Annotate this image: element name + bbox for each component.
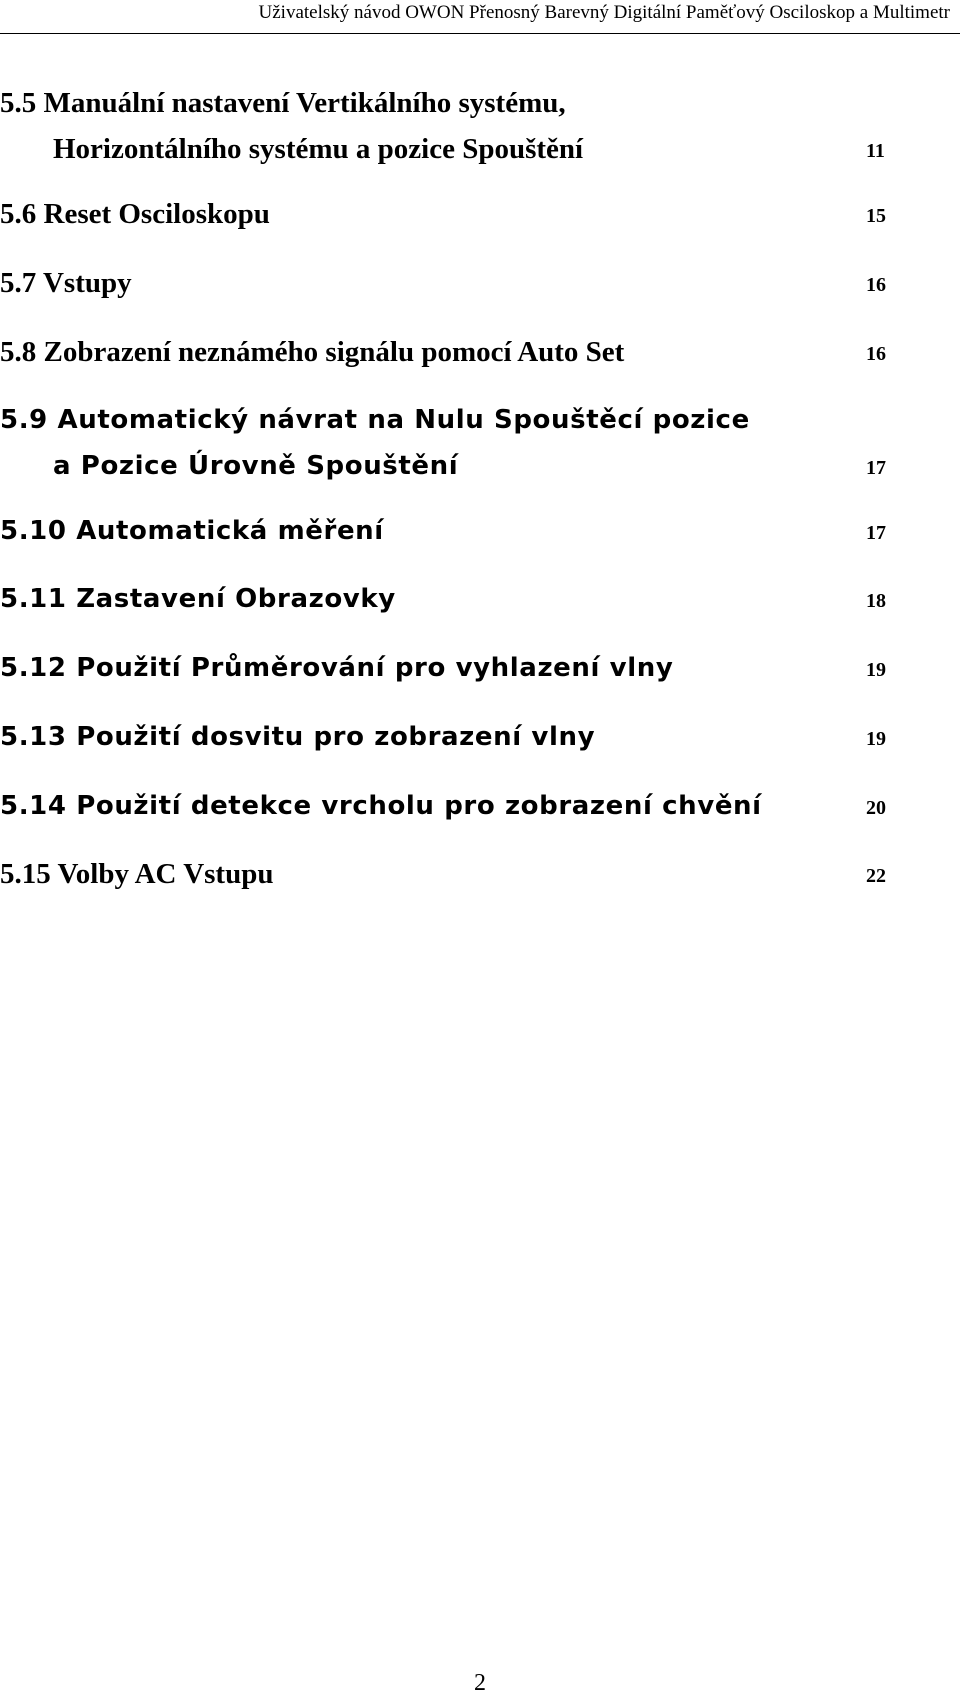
- toc-entry-5-7[interactable]: [0, 260, 960, 306]
- toc-entry-5-14[interactable]: [0, 783, 960, 829]
- toc-entry-title: 5.11 Zastavení Obrazovky: [0, 584, 396, 614]
- toc-entry-5-12[interactable]: [0, 645, 960, 691]
- toc-entry-5-10[interactable]: [0, 508, 960, 554]
- toc-entry-title: 5.13 Použití dosvitu pro zobrazení vlny: [0, 722, 596, 752]
- toc-line: [0, 329, 960, 375]
- toc-entry-5-5[interactable]: [0, 80, 960, 172]
- toc-entry-5-6[interactable]: [0, 191, 960, 237]
- toc-entry-title: 5.12 Použití Průměrování pro vyhlazení vlny: [0, 653, 674, 683]
- toc-entry-title: 5.7 Vstupy: [0, 267, 132, 299]
- toc-entry-title: 5.8 Zobrazení neznámého signálu pomocí Auto Set: [0, 336, 625, 368]
- toc-entry-5-13[interactable]: [0, 714, 960, 760]
- toc-entry-title: 5.9 Automatický návrat na Nulu Spouštěcí pozice: [0, 405, 750, 435]
- toc-line: [0, 397, 960, 443]
- toc-entry-5-8[interactable]: [0, 329, 960, 375]
- toc-line: [0, 126, 960, 172]
- toc-page-number: 18: [866, 590, 886, 612]
- toc-line: [0, 508, 960, 554]
- toc-line: [0, 714, 960, 760]
- running-header: Uživatelský návod OWON Přenosný Barevný Digitální Paměťový Osciloskop a Multimetr: [258, 2, 950, 23]
- toc-line: [0, 576, 960, 622]
- toc-page-number: 22: [866, 865, 886, 887]
- toc-line: [0, 645, 960, 691]
- toc-page-number: 19: [866, 659, 886, 681]
- toc-page-number: 19: [866, 728, 886, 750]
- toc-entry-5-15[interactable]: [0, 851, 960, 897]
- toc-entry-title: 5.14 Použití detekce vrcholu pro zobrazení chvění: [0, 791, 762, 821]
- toc-page-number: 16: [866, 274, 886, 296]
- toc-page-number: 16: [866, 343, 886, 365]
- toc-page-number: 17: [866, 457, 886, 479]
- header-rule: [0, 33, 960, 34]
- toc-page-number: 20: [866, 797, 886, 819]
- toc-page-number: 15: [866, 205, 886, 227]
- toc-entry-title: 5.5 Manuální nastavení Vertikálního systému,: [0, 87, 566, 119]
- toc-entry-title-cont: a Pozice Úrovně Spouštění: [53, 451, 459, 481]
- toc-page-number: 11: [866, 140, 885, 162]
- toc-entry-title: 5.6 Reset Osciloskopu: [0, 198, 270, 230]
- toc-line: [0, 851, 960, 897]
- toc-entry-title-cont: Horizontálního systému a pozice Spouštění: [53, 133, 584, 165]
- toc-entry-title: 5.10 Automatická měření: [0, 516, 384, 546]
- toc-line: [0, 783, 960, 829]
- toc-page-number: 17: [866, 522, 886, 544]
- toc-entry-5-11[interactable]: [0, 576, 960, 622]
- toc-line: [0, 260, 960, 306]
- page-number: 2: [474, 1670, 486, 1696]
- toc-entry-title: 5.15 Volby AC Vstupu: [0, 858, 274, 890]
- toc-line: [0, 80, 960, 126]
- toc-line: [0, 443, 960, 489]
- toc-line: [0, 191, 960, 237]
- toc-entry-5-9[interactable]: [0, 397, 960, 489]
